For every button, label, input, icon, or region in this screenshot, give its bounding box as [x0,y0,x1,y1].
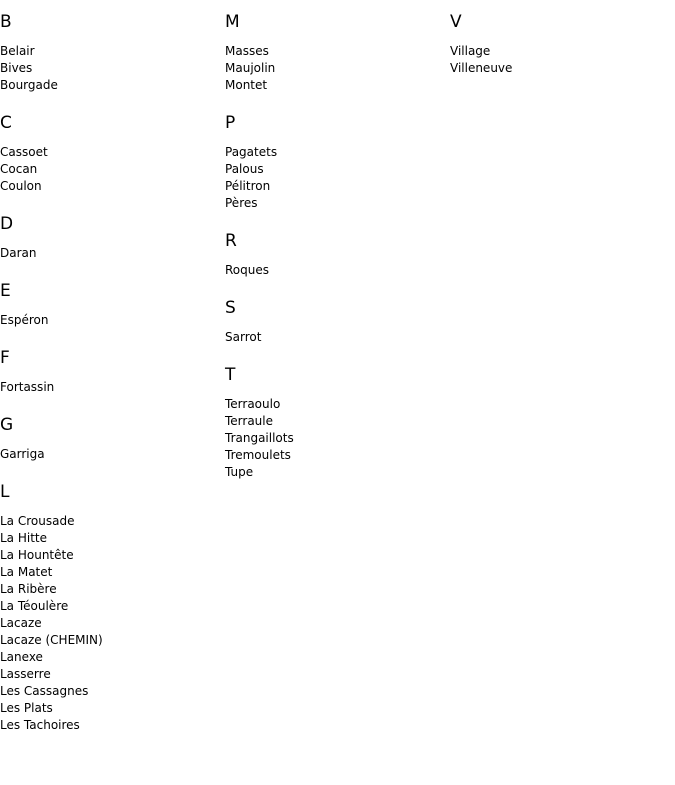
letter-group [225,110,440,212]
street-link[interactable]: Fortassin [0,380,55,394]
street-link[interactable]: Maujolin [225,61,276,75]
street-link[interactable]: Sarrot [225,330,262,344]
street-link[interactable]: Masses [225,44,269,58]
letter-group [225,9,440,94]
street-link[interactable]: Pagatets [225,145,278,159]
letter-group [225,295,440,346]
letter-group [0,479,215,734]
letter-heading: M [225,12,240,32]
street-link[interactable]: Garriga [0,447,45,461]
street-link[interactable]: Daran [0,246,37,260]
street-link[interactable]: Lacaze (CHEMIN) [0,633,103,647]
street-link[interactable]: La Crousade [0,514,75,528]
letter-group [0,211,215,262]
letter-heading: L [0,482,10,502]
letter-heading: F [0,348,10,368]
street-link[interactable]: Pères [225,196,258,210]
letter-heading: S [225,298,236,318]
street-link[interactable]: Bives [0,61,33,75]
street-link[interactable]: Bourgade [0,78,58,92]
letter-heading: T [225,365,236,385]
street-link[interactable]: Les Plats [0,701,53,715]
letter-heading: B [0,12,12,32]
letter-group [225,362,440,481]
street-link[interactable]: La Matet [0,565,53,579]
letter-group [0,9,215,94]
street-link[interactable]: Lacaze [0,616,42,630]
street-link[interactable]: Lasserre [0,667,51,681]
street-link[interactable]: Belair [0,44,35,58]
index-column-2 [225,9,440,497]
letter-heading: R [225,231,237,251]
street-link[interactable]: Tremoulets [225,448,291,462]
street-link[interactable]: Villeneuve [450,61,513,75]
street-link[interactable]: Cocan [0,162,38,176]
letter-group [450,9,665,77]
street-link[interactable]: Pélitron [225,179,271,193]
letter-heading: V [450,12,462,32]
street-link[interactable]: Tupe [225,465,254,479]
index-column-1 [0,9,215,750]
letter-group [0,278,215,329]
letter-heading: D [0,214,14,234]
street-link[interactable]: Palous [225,162,264,176]
letter-group [0,412,215,463]
letter-group [0,110,215,195]
street-link[interactable]: Village [450,44,491,58]
street-link[interactable]: Terraule [225,414,274,428]
street-link[interactable]: Roques [225,263,269,277]
street-link[interactable]: Les Tachoires [0,718,80,732]
street-link[interactable]: Lanexe [0,650,43,664]
letter-heading: G [0,415,14,435]
letter-group [225,228,440,279]
letter-heading: E [0,281,11,301]
letter-heading: P [225,113,236,133]
street-link[interactable]: Terraoulo [225,397,281,411]
letter-heading: C [0,113,12,133]
street-link[interactable]: La Hountête [0,548,74,562]
street-link[interactable]: Coulon [0,179,42,193]
street-link[interactable]: Cassoet [0,145,48,159]
index-column-3 [450,9,665,93]
street-link[interactable]: La Ribère [0,582,57,596]
street-link[interactable]: Montet [225,78,268,92]
letter-group [0,345,215,396]
street-link[interactable]: La Hitte [0,531,48,545]
street-link[interactable]: Espéron [0,313,49,327]
street-link[interactable]: Trangaillots [225,431,294,445]
street-link[interactable]: La Téoulère [0,599,69,613]
street-link[interactable]: Les Cassagnes [0,684,89,698]
